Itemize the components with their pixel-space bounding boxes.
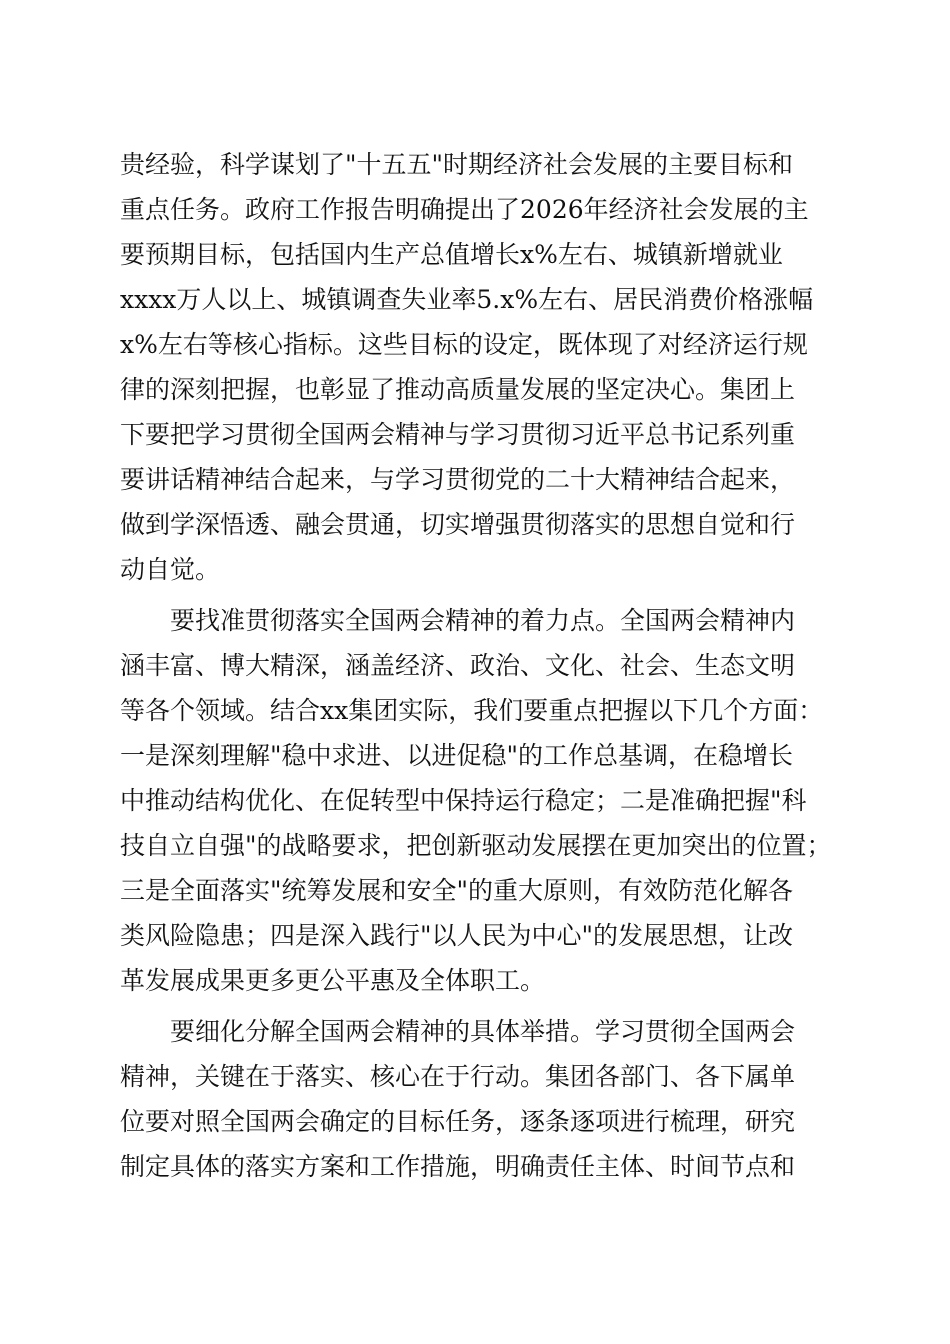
text-line: 要预期目标，包括国内生产总值增长x%左右、城镇新增就业 bbox=[120, 240, 783, 269]
text-line: 律的深刻把握，也彰显了推动高质量发展的坚定决心。集团上 bbox=[120, 375, 796, 404]
text-line: x%左右等核心指标。这些目标的设定，既体现了对经济运行规 bbox=[120, 330, 808, 359]
text-line: 精神，关键在于落实、核心在于行动。集团各部门、各下属单 bbox=[120, 1062, 796, 1091]
text-line: 一是深刻理解"稳中求进、以进促稳"的工作总基调，在稳增长 bbox=[120, 741, 794, 770]
paragraph-2 bbox=[120, 598, 832, 1003]
text-line: 重点任务。政府工作报告明确提出了2026年经济社会发展的主 bbox=[120, 195, 809, 224]
text-line: 做到学深悟透、融会贯通，切实增强贯彻落实的思想自觉和行 bbox=[120, 510, 796, 539]
text-line: 涵丰富、博大精深，涵盖经济、政治、文化、社会、生态文明 bbox=[120, 651, 796, 680]
text-line: 下要把学习贯彻全国两会精神与学习贯彻习近平总书记系列重 bbox=[120, 420, 796, 449]
text-line: 要找准贯彻落实全国两会精神的着力点。全国两会精神内 bbox=[120, 606, 796, 635]
text-line: 等各个领域。结合xx集团实际，我们要重点把握以下几个方面： bbox=[120, 696, 824, 725]
text-line: 革发展成果更多更公平惠及全体职工。 bbox=[120, 966, 546, 995]
text-line: 要讲话精神结合起来，与学习贯彻党的二十大精神结合起来， bbox=[120, 465, 796, 494]
text-line: 技自立自强"的战略要求，把创新驱动发展摆在更加突出的位置； bbox=[120, 831, 832, 860]
paragraph-1 bbox=[120, 142, 832, 592]
text-line: xxxx万人以上、城镇调查失业率5.x%左右、居民消费价格涨幅 bbox=[120, 285, 814, 314]
text-line: 位要对照全国两会确定的目标任务，逐条逐项进行梳理，研究 bbox=[120, 1107, 796, 1136]
text-line: 中推动结构优化、在促转型中保持运行稳定；二是准确把握"科 bbox=[120, 786, 807, 815]
text-line: 要细化分解全国两会精神的具体举措。学习贯彻全国两会 bbox=[120, 1017, 796, 1046]
document-body bbox=[120, 142, 832, 1189]
paragraph-3 bbox=[120, 1009, 832, 1189]
text-line: 制定具体的落实方案和工作措施，明确责任主体、时间节点和 bbox=[120, 1152, 796, 1181]
text-line: 类风险隐患；四是深入践行"以人民为中心"的发展思想，让改 bbox=[120, 921, 794, 950]
text-line: 三是全面落实"统筹发展和安全"的重大原则，有效防范化解各 bbox=[120, 876, 794, 905]
text-line: 贵经验，科学谋划了"十五五"时期经济社会发展的主要目标和 bbox=[120, 150, 794, 179]
text-line: 动自觉。 bbox=[120, 555, 221, 584]
